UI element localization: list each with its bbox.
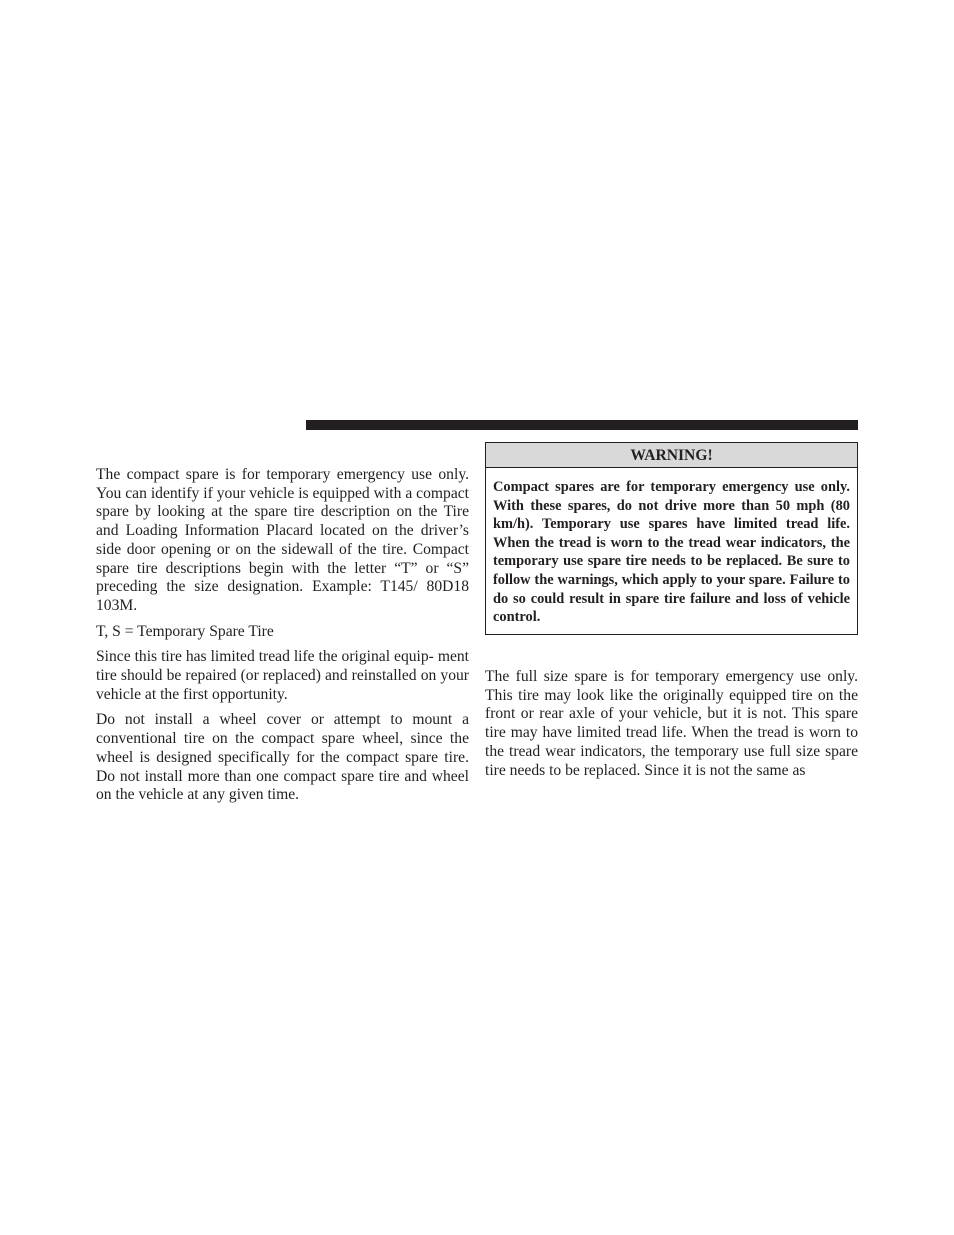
full-size-spare-section [485,668,858,787]
compact-spare-intro-paragraph: The compact spare is for temporary emergency use only. You can identify if your vehicle is equipped with a compact spare by looking at the spare tire description on the Tire and Loading Information Placard located on the driver’s side door opening or on the sidewall of the tire. Compact spare tire descriptions begin with the letter “T” or “S” preceding the size designation. Example: T145/ 80D18 103M. [96,466,469,614]
wheel-cover-paragraph: Do not install a wheel cover or attempt to mount a conventional tire on the compact spare wheel, since the wheel is designed specifically for the compact spare tire. Do not install more than one compact spare tire and wheel on the vehicle at any given time. [96,711,469,804]
tread-life-paragraph: Since this tire has limited tread life the original equip- ment tire should be repaired (or replaced) and reinstalled on your vehicle at the first opportunity. [96,648,469,703]
section-header-rule [306,420,858,430]
warning-body: Compact spares are for temporary emergency use only. With these spares, do not drive more than 50 mph (80 km/h). Temporary use spares have limited tread life. When the tread is worn to the tread wear indicators, the temporary use spare tire needs to be replaced. Be sure to follow the warnings, which apply to your spare. Failure to do so could result in spare tire failure and loss of vehicle control. [493,479,850,626]
compact-spare-section [96,466,469,812]
full-size-spare-paragraph: The full size spare is for temporary emergency use only. This tire may look like the originally equipped tire on the front or rear axle of your vehicle, but it is not. This spare tire may have limited tread life. When the tread is worn to the tread wear indicators, the temporary use full size spare tire needs to be replaced. Since it is not the same as [485,668,858,779]
warning-box [485,442,858,635]
temporary-spare-definition: T, S = Temporary Spare Tire [96,622,274,640]
warning-title: WARNING! [486,443,857,468]
